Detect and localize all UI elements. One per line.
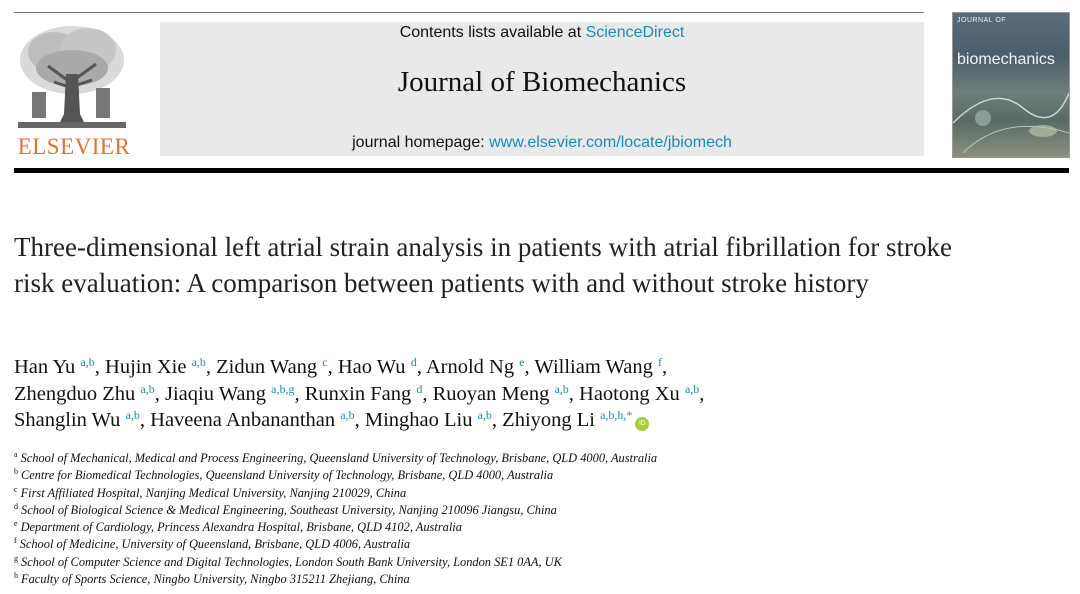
author-affiliation-marker[interactable]: f: [657, 355, 662, 369]
affiliation-item: [14, 571, 1014, 588]
affiliation-text: School of Biological Science & Medical Engineering, Southeast University, Nanjing 210096 Jiangsu, China: [21, 502, 557, 517]
cover-journal-name: biomechanics: [957, 51, 1055, 68]
author-name[interactable]: Hujin Xie: [105, 356, 187, 378]
journal-banner: [160, 22, 924, 156]
orcid-icon[interactable]: iD: [635, 417, 649, 431]
author-name[interactable]: Jiaqiu Wang: [164, 382, 267, 405]
cover-top-text: JOURNAL OF: [957, 17, 1007, 24]
affiliation-item: [14, 485, 1014, 502]
author-list: [14, 354, 1014, 434]
author-separator: ,: [422, 382, 433, 405]
author-name[interactable]: Minghao Liu: [364, 409, 473, 432]
affiliation-key: h: [14, 571, 18, 581]
author-separator: ,: [354, 409, 365, 432]
affiliation-key: c: [14, 484, 18, 494]
author-separator: ,: [139, 409, 151, 432]
journal-cover-thumbnail[interactable]: [952, 12, 1070, 158]
affiliation-text: Centre for Biomedical Technologies, Queensland University of Technology, Brisbane, QLD 4000, Australia: [21, 468, 554, 483]
author-name[interactable]: Shanglin Wu: [14, 409, 121, 432]
author-name[interactable]: Haotong Xu: [579, 382, 680, 405]
affiliation-text: Faculty of Sports Science, Ningbo University, Ningbo 315211 Zhejiang, China: [21, 572, 410, 587]
author-affiliation-marker[interactable]: a,b: [554, 381, 569, 396]
author-affiliation-marker[interactable]: a,b: [140, 381, 155, 396]
homepage-line: [160, 134, 924, 152]
header-top-rule: [14, 12, 924, 13]
author-name[interactable]: Hao Wu: [337, 356, 406, 378]
author-separator: ,: [568, 382, 580, 405]
affiliation-text: School of Computer Science and Digital Technologies, London South Bank University, London SE1 0AA, UK: [21, 554, 562, 569]
author-separator: ,: [327, 356, 338, 378]
contents-prefix: Contents lists available at: [399, 24, 586, 41]
cover-artwork-icon: [953, 13, 1069, 157]
author-affiliation-marker[interactable]: e: [519, 355, 525, 369]
author-affiliation-marker[interactable]: d: [410, 355, 417, 369]
homepage-prefix: journal homepage:: [352, 134, 490, 151]
affiliation-key: f: [14, 536, 17, 546]
affiliation-key: e: [14, 519, 18, 529]
affiliation-text: School of Medicine, University of Queensland, Brisbane, QLD 4006, Australia: [19, 537, 411, 552]
affiliation-key: a: [14, 450, 18, 459]
affiliation-item: [14, 554, 1014, 571]
author-separator: ,: [699, 382, 705, 405]
author-separator: ,: [524, 356, 535, 378]
author-separator: ,: [491, 409, 503, 432]
author-affiliation-marker[interactable]: a,b,h,*: [600, 408, 633, 423]
author-name[interactable]: Ruoyan Meng: [432, 382, 550, 405]
affiliation-key: b: [14, 467, 18, 477]
author-name[interactable]: Zhengduo Zhu: [14, 382, 136, 405]
affiliation-key: g: [14, 553, 18, 563]
affiliation-item: [14, 519, 1014, 536]
author-separator: ,: [154, 382, 165, 405]
elsevier-wordmark: ELSEVIER: [17, 134, 131, 159]
sciencedirect-link[interactable]: ScienceDirect: [585, 24, 685, 41]
author-separator: ,: [294, 382, 305, 405]
author-affiliation-marker[interactable]: c: [322, 355, 328, 369]
author-affiliation-marker[interactable]: d: [416, 381, 423, 396]
affiliation-item: [14, 536, 1014, 553]
author-affiliation-marker[interactable]: a,b,g: [271, 381, 295, 396]
elsevier-logo[interactable]: [10, 22, 134, 160]
affiliation-text: School of Mechanical, Medical and Process Engineering, Queensland University of Technology, Brisbane, QLD 4000, Australia: [20, 451, 658, 465]
author-name[interactable]: Han Yu: [14, 356, 76, 378]
affiliation-key: d: [14, 501, 18, 511]
author-separator: ,: [416, 356, 426, 378]
affiliation-item: [14, 450, 1014, 467]
author-name[interactable]: William Wang: [534, 356, 653, 378]
author-affiliation-marker[interactable]: a,b: [477, 408, 492, 423]
author-name[interactable]: Haveena Anbananthan: [150, 409, 336, 432]
author-separator: ,: [661, 356, 668, 378]
elsevier-tree-icon: [14, 22, 130, 130]
affiliation-text: Department of Cardiology, Princess Alexandra Hospital, Brisbane, QLD 4102, Australia: [20, 520, 462, 535]
author-affiliation-marker[interactable]: a,b: [191, 355, 206, 369]
author-name[interactable]: Runxin Fang: [304, 382, 412, 405]
affiliation-text: First Affiliated Hospital, Nanjing Medical University, Nanjing 210029, China: [20, 485, 407, 500]
affiliation-list: [14, 450, 1014, 588]
contents-line: [160, 24, 924, 42]
author-name[interactable]: Arnold Ng: [425, 356, 515, 378]
article-title: Three-dimensional left atrial strain analysis in patients with atrial fibrillation for stroke risk evaluation: A comparison between patients with and without stroke history: [14, 232, 952, 298]
header-thick-rule: [14, 168, 1069, 173]
author-separator: ,: [94, 356, 106, 378]
author-name[interactable]: Zidun Wang: [216, 356, 318, 378]
author-affiliation-marker[interactable]: a,b: [684, 381, 700, 396]
author-affiliation-marker[interactable]: a,b: [125, 408, 140, 423]
author-affiliation-marker[interactable]: a,b: [340, 408, 355, 423]
journal-homepage-link[interactable]: www.elsevier.com/locate/jbiomech: [489, 134, 732, 151]
affiliation-item: [14, 502, 1014, 519]
journal-title: Journal of Biomechanics: [397, 66, 687, 98]
author-name[interactable]: Zhiyong Li: [502, 409, 595, 432]
affiliation-item: [14, 467, 1014, 484]
author-separator: ,: [205, 356, 217, 378]
author-affiliation-marker[interactable]: a,b: [80, 355, 95, 369]
